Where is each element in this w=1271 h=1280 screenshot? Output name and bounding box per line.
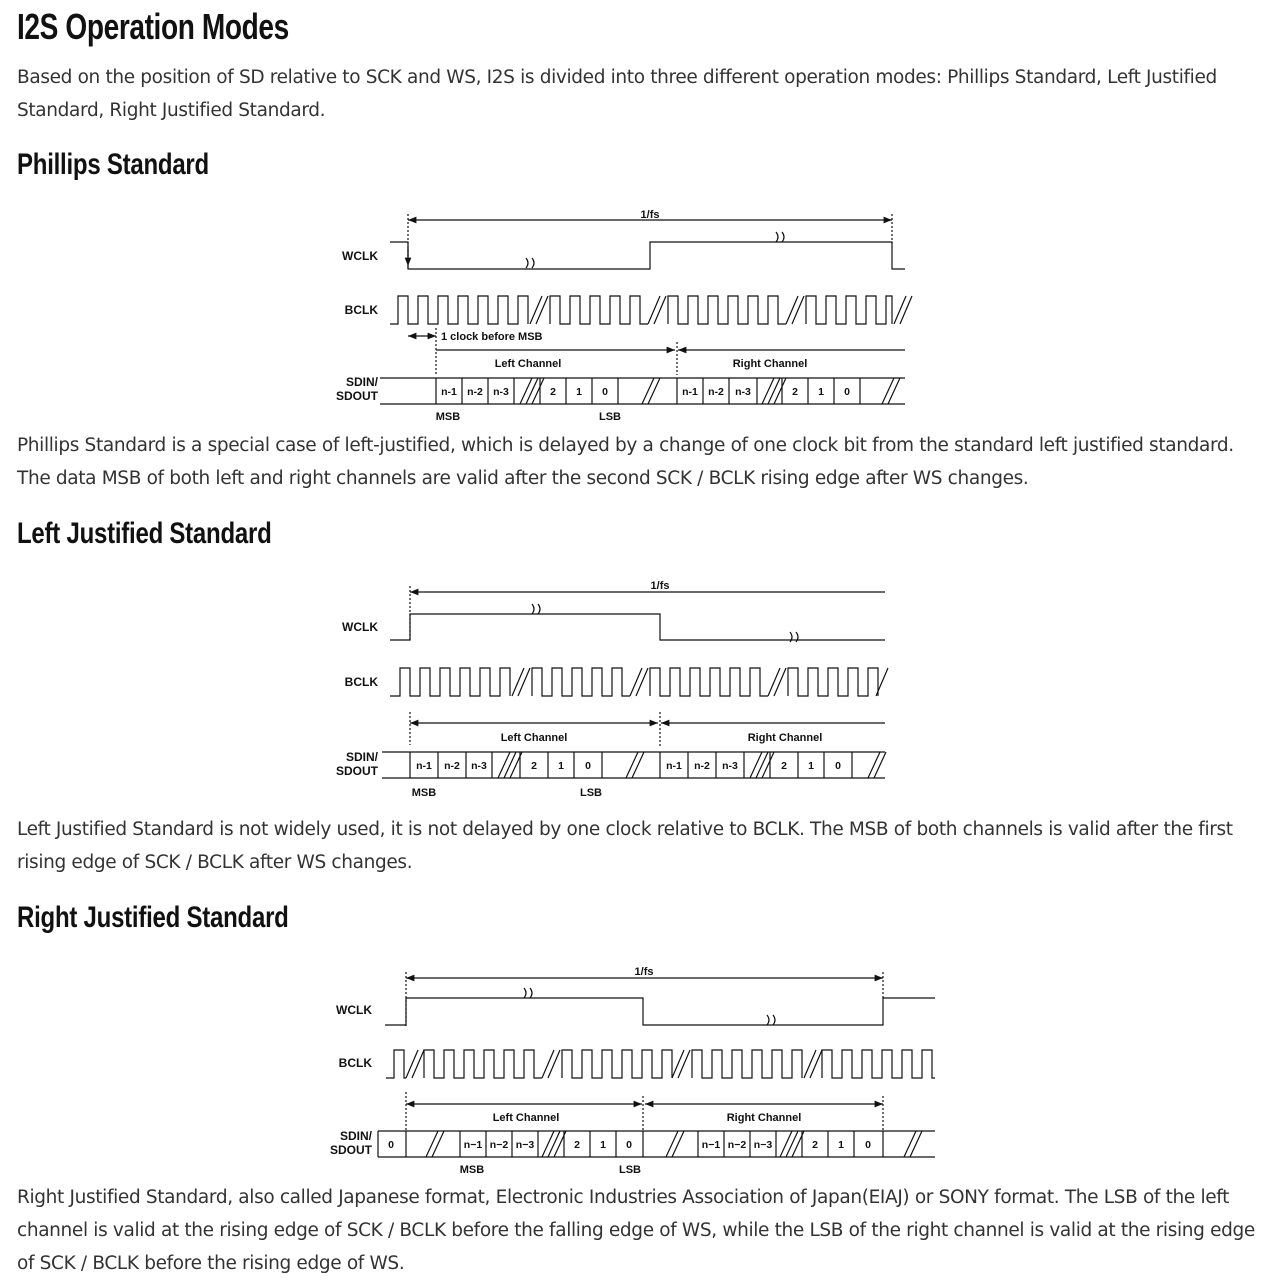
right-bit: 1 bbox=[818, 386, 824, 398]
right-bit: n-2 bbox=[694, 760, 710, 772]
left-justified-description: Left Justified Standard is not widely used, it is not delayed by one clock relative to BCLK. The MSB of both channels is valid after the first rising edge of SCK / BCLK after WS changes. bbox=[17, 819, 1233, 873]
right-bit: 0 bbox=[835, 760, 841, 772]
left-bit: n−1 bbox=[463, 1139, 483, 1151]
lsb-label: LSB bbox=[580, 787, 602, 799]
right-channel-label: Right Channel bbox=[726, 1112, 802, 1124]
left-channel-label: Left Channel bbox=[494, 358, 562, 370]
left-justified-heading: Left Justified Standard bbox=[17, 517, 272, 550]
left-bit: n-3 bbox=[471, 760, 487, 772]
right-bit: n-1 bbox=[666, 760, 682, 772]
right-bit: n−2 bbox=[727, 1139, 747, 1151]
left-bit: 2 bbox=[574, 1139, 580, 1151]
left-bit: 2 bbox=[531, 760, 537, 772]
right-bit: 1 bbox=[808, 760, 814, 772]
right-bit: n−1 bbox=[701, 1139, 721, 1151]
lsb-label: LSB bbox=[599, 411, 621, 423]
left-bit: n-2 bbox=[444, 760, 460, 772]
right-bit: n-1 bbox=[682, 386, 698, 398]
left-bit: n-1 bbox=[441, 386, 457, 398]
left-justified-timing-diagram bbox=[320, 570, 920, 805]
left-channel-label: Left Channel bbox=[492, 1112, 560, 1124]
right-bit: 0 bbox=[844, 386, 850, 398]
sdin-label: SDIN/ bbox=[345, 750, 378, 764]
bclk-label: BCLK bbox=[344, 303, 378, 317]
intro-paragraph: Based on the position of SD relative to SCK and WS, I2S is divided into three different operation modes: Phillips Standard, Left Justified Standard, Right Justified Standard. bbox=[17, 67, 1217, 121]
left-bit: n-1 bbox=[416, 760, 432, 772]
msb-label: MSB bbox=[459, 1164, 485, 1176]
right-bit: n-2 bbox=[708, 386, 724, 398]
clock-note-label: 1 clock before MSB bbox=[441, 331, 543, 343]
right-bit: 0 bbox=[865, 1139, 871, 1151]
left-bit: 1 bbox=[600, 1139, 606, 1151]
msb-label: MSB bbox=[435, 411, 461, 423]
wclk-label: WCLK bbox=[342, 249, 378, 263]
sdout-label: SDOUT bbox=[336, 764, 378, 778]
right-channel-label: Right Channel bbox=[732, 358, 808, 370]
right-channel-label: Right Channel bbox=[747, 732, 823, 744]
period-label: 1/fs bbox=[640, 209, 660, 221]
wclk-label: WCLK bbox=[336, 1003, 372, 1017]
left-bit: n−3 bbox=[515, 1139, 535, 1151]
sdout-label: SDOUT bbox=[336, 389, 378, 403]
right-justified-heading: Right Justified Standard bbox=[17, 901, 289, 934]
lsb-label: LSB bbox=[619, 1164, 641, 1176]
right-justified-timing-diagram bbox=[320, 958, 940, 1183]
bclk-label: BCLK bbox=[338, 1056, 372, 1070]
right-bit: n-3 bbox=[735, 386, 751, 398]
right-bit: n−3 bbox=[753, 1139, 773, 1151]
right-bit: n-3 bbox=[722, 760, 738, 772]
phillips-heading: Phillips Standard bbox=[17, 148, 209, 181]
right-bit: 2 bbox=[781, 760, 787, 772]
period-label: 1/fs bbox=[650, 580, 670, 592]
left-bit: 0 bbox=[585, 760, 591, 772]
phillips-description: Phillips Standard is a special case of left-justified, which is delayed by a change of one clock bit from the standard left justified standard. The data MSB of both left and right channels are valid after the second SCK / BCLK rising edge after WS changes. bbox=[17, 435, 1234, 489]
right-bit: 2 bbox=[812, 1139, 818, 1151]
left-channel-label: Left Channel bbox=[500, 732, 568, 744]
wclk-label: WCLK bbox=[342, 620, 378, 634]
bclk-label: BCLK bbox=[344, 675, 378, 689]
period-label: 1/fs bbox=[634, 966, 654, 978]
sdout-label: SDOUT bbox=[330, 1143, 372, 1157]
left-bit: 0 bbox=[602, 386, 608, 398]
left-bit: 0 bbox=[626, 1139, 632, 1151]
left-bit: n-3 bbox=[493, 386, 509, 398]
right-justified-description: Right Justified Standard, also called Japanese format, Electronic Industries Association of Japan(EIAJ) or SONY format. The LSB of the left channel is valid at the rising edge of SCK / BCLK before the falling edge of WS, while the LSB of the right channel is valid at the rising edge of SCK / BCLK before the rising edge of WS. bbox=[17, 1187, 1255, 1274]
left-bit: n−2 bbox=[489, 1139, 509, 1151]
right-bit: 1 bbox=[838, 1139, 844, 1151]
left-bit: n-2 bbox=[467, 386, 483, 398]
right-bit: 2 bbox=[792, 386, 798, 398]
page-title: I2S Operation Modes bbox=[17, 6, 289, 47]
left-bit: 2 bbox=[550, 386, 556, 398]
sdin-label: SDIN/ bbox=[345, 375, 378, 389]
msb-label: MSB bbox=[411, 787, 437, 799]
sdin-label: SDIN/ bbox=[339, 1129, 372, 1143]
first-bit: 0 bbox=[388, 1139, 394, 1151]
left-bit: 1 bbox=[576, 386, 582, 398]
left-bit: 1 bbox=[558, 760, 564, 772]
phillips-timing-diagram bbox=[320, 200, 920, 430]
